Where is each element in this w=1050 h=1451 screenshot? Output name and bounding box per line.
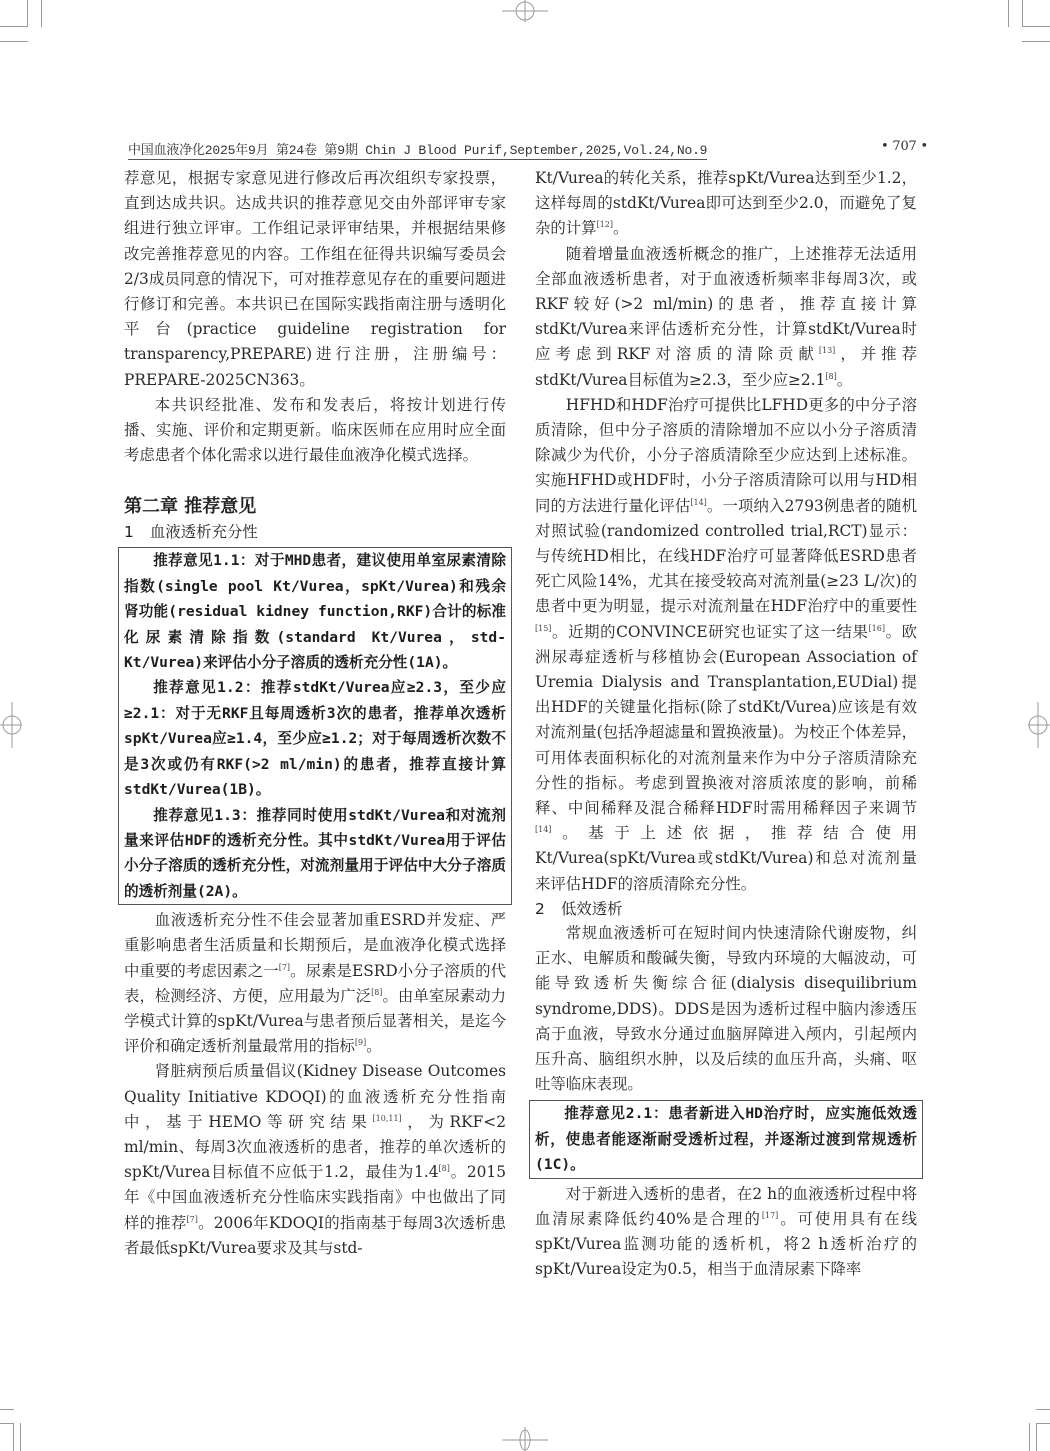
text-run: 。基于上述依据，推荐结合使用Kt/Vurea(spKt/Vurea或stdKt/Vurea)和总对流剂量来评估HDF的溶质清除充分性。 xyxy=(535,824,917,893)
citation-ref[interactable]: [13] xyxy=(818,346,836,356)
section-number: 1 xyxy=(124,523,134,542)
paragraph-incremental-hd xyxy=(535,242,917,393)
text-run: 肾脏病预后质量倡议(Kidney Disease Outcomes Quality Initiative KDOQI)的血液透析充分性指南中，基于HEMO等研究结果 xyxy=(124,1062,506,1131)
paragraph-adequacy xyxy=(124,908,506,1059)
text-run: 。 xyxy=(836,370,853,389)
paragraph-dissemination: 本共识经批准、发布和发表后，将按计划进行传播、实施、评价和定期更新。临床医师在应用时应全面考虑患者个体化需求以进行最佳血液净化模式选择。 xyxy=(124,395,506,465)
registration-mark-left xyxy=(0,700,24,750)
citation-ref[interactable]: [14] xyxy=(690,497,707,507)
text-run: HFHD和HDF治疗可提供比LFHD更多的中分子溶质清除，但中分子溶质的清除增加不应以小分子溶质清除减少为代价，小分子溶质清除至少应达到上述标准。实施HFHD或HDF时，小分子溶质清除可以用与HD相同的方法进行量化评估 xyxy=(535,395,917,515)
citation-ref[interactable]: [7] xyxy=(186,1214,198,1224)
text-run: 。由单室尿素动力学模式计算的spKt/Vurea与患者预后显著相关，是迄今评价和确定透析剂量最常用的指标 xyxy=(124,986,506,1056)
recommendation-box-2 xyxy=(529,1100,923,1178)
section-title: 血液透析充分性 xyxy=(150,523,258,542)
recommendation-1-2: 推荐意见1.2：推荐stdKt/Vurea应≥2.3，至少应≥2.1：对于无RKF且每周透析3次的患者，推荐单次透析spKt/Vurea应≥1.4，至少应≥1.2；对于每周透析次数不是3次或仍有RKF(>2 ml/min)的患者，推荐直接计算stdKt/Vurea(1B)。 xyxy=(124,679,506,799)
chapter-title: 第二章 推荐意见 xyxy=(124,496,257,518)
running-header xyxy=(128,139,928,159)
text-run: 。2006年KDOQI的指南基于每周3次透析患者最低spKt/Vurea要求及其与std- xyxy=(124,1213,506,1257)
section-title: 低效透析 xyxy=(561,899,623,918)
text-run: 。2015年《中国血液透析充分性临床实践指南》中也做出了同样的推荐 xyxy=(124,1163,506,1232)
text-run: 。尿素是ESRD小分子溶质的代表，检测经济、方便，应用最为广泛 xyxy=(124,961,506,1005)
citation-ref[interactable]: [8] xyxy=(825,371,837,381)
text-run: 对于新进入透析的患者，在2 h的血液透析过程中将血清尿素降低约40%是合理的 xyxy=(535,1184,917,1228)
citation-ref[interactable]: [9] xyxy=(354,1038,367,1048)
section-heading-1 xyxy=(124,520,506,544)
left-column xyxy=(124,166,506,1261)
citation-ref[interactable]: [14] xyxy=(535,825,552,835)
text-run: 随着增量血液透析概念的推广，上述推荐无法适用全部血液透析患者，对于血液透析频率非每周3次，或RKF较好(>2 ml/min)的患者，推荐直接计算stdKt/Vurea来评估透析充分性，计算stdKt/Vurea时应考虑到RKF对溶质的清除贡献 xyxy=(535,244,917,364)
citation-ref[interactable]: [7] xyxy=(278,962,291,972)
recommendation-box-1 xyxy=(118,547,512,905)
text-run: 。近期的CONVINCE研究也证实了这一结果 xyxy=(551,622,869,641)
text-run: ，并推荐stdKt/Vurea目标值为≥2.3，至少应≥2.1 xyxy=(535,345,917,389)
citation-ref[interactable]: [10,11] xyxy=(372,1113,402,1123)
page-number: • 707 • xyxy=(880,139,928,154)
paragraph-kdoqi xyxy=(124,1059,506,1261)
paragraph-dds: 常规血液透析可在短时间内快速清除代谢废物，纠正水、电解质和酸碱失衡，导致内环境的大幅波动，可能导致透析失衡综合征(dialysis disequilibrium syndrome,DDS)。DDS是因为透析过程中脑内渗透压高于血液，导致水分通过血脑屏障进入颅内，引起颅内压升高、脑组织水肿，以及后续的血压升高，头痛、呕吐等临床表现。 xyxy=(535,923,917,1094)
section-number: 2 xyxy=(535,899,545,918)
text-run: 。一项纳入2793例患者的随机对照试验(randomized controlled trial,RCT)显示：与传统HD相比，在线HDF治疗可显著降低ESRD患者死亡风险14%，尤其在接受较高对流剂量(≥23 L/次)的患者中更为明显，提示对流剂量在HDF治疗中的重要性 xyxy=(535,496,917,616)
text-run: 。欧洲尿毒症透析与移植协会(European Association of Uremia Dialysis and Transplantation,EUDial)提出HDF的关键量化指标(除了stdKt/Vurea)应该是有效对流剂量(包括净超滤量和置换液量)。为校正个体差异，可用体表面积标化的对流剂量来作为中分子溶质清除充分性的指标。考虑到置换液对溶质浓度的影响，前稀释、中间稀释及混合稀释HDF时需用稀释因子来调节 xyxy=(535,622,917,818)
registration-mark-top xyxy=(500,0,550,24)
citation-ref[interactable]: [17] xyxy=(761,1210,779,1220)
section-heading-2 xyxy=(535,897,917,921)
text-run: 血液透析充分性不佳会显著加重ESRD并发症、严重影响患者生活质量和长期预后，是血液净化模式选择中重要的考虑因素之一 xyxy=(124,911,506,980)
paragraph-conversion xyxy=(535,166,917,242)
citation-ref[interactable]: [15] xyxy=(535,623,552,633)
text-run: 。 xyxy=(366,1037,382,1056)
text-run: ，为RKF<2 ml/min、每周3次血液透析的患者，推荐的单次透析的spKt/Vurea目标值不应低于1.2，最佳为1.4 xyxy=(124,1112,506,1182)
text-run: 。 xyxy=(613,219,629,238)
registration-mark-bottom xyxy=(500,1427,550,1451)
recommendation-1-3: 推荐意见1.3：推荐同时使用stdKt/Vurea和对流剂量来评估HDF的透析充分性。其中stdKt/Vurea用于评估小分子溶质的透析充分性，对流剂量用于评估中大分子溶质的透析剂量(2A)。 xyxy=(124,806,506,900)
recommendation-2-1: 推荐意见2.1：患者新进入HD治疗时，应实施低效透析，使患者能逐渐耐受透析过程，并逐渐过渡到常规透析(1C)。 xyxy=(535,1105,917,1174)
citation-ref[interactable]: [16] xyxy=(868,623,885,633)
recommendation-1-1: 推荐意见1.1：对于MHD患者，建议使用单室尿素清除指数(single pool Kt/Vurea，spKt/Vurea)和残余肾功能(residual kidney function,RKF)合计的标准化尿素清除指数(standard Kt/Vurea，std-Kt/Vurea)来评估小分子溶质的透析充分性(1A)。 xyxy=(124,552,506,672)
right-column xyxy=(535,166,917,1282)
paragraph-new-patients xyxy=(535,1182,917,1283)
citation-ref[interactable]: [8] xyxy=(371,987,383,997)
paragraph-consensus-process: 荐意见，根据专家意见进行修改后再次组织专家投票，直到达成共识。达成共识的推荐意见交由外部评审专家组进行独立评审。工作组记录评审结果，并根据结果修改完善推荐意见的内容。工作组在征得共识编写委员会2/3成员同意的情况下，可对推荐意见存在的重要问题进行修订和完善。本共识已在国际实践指南注册与透明化平台(practice guideline registration for transparency,PREPARE)进行注册，注册编号：PREPARE-2025CN363。 xyxy=(124,169,506,389)
text-run: Kt/Vurea的转化关系，推荐spKt/Vurea达到至少1.2，这样每周的stdKt/Vurea即可达到至少2.0，而避免了复杂的计算 xyxy=(535,169,917,238)
text-run: 。可使用具有在线spKt/Vurea监测功能的透析机，将2 h透析治疗的spKt/Vurea设定为0.5，相当于血清尿素下降率 xyxy=(535,1209,917,1279)
journal-citation: 中国血液净化2025年9月 第24卷 第9期 Chin J Blood Purif,September,2025,Vol.24,No.9 xyxy=(128,139,707,160)
registration-mark-right xyxy=(1026,700,1050,750)
citation-ref[interactable]: [8] xyxy=(438,1164,450,1174)
citation-ref[interactable]: [12] xyxy=(596,220,613,230)
paragraph-hfhd-hdf xyxy=(535,393,917,897)
